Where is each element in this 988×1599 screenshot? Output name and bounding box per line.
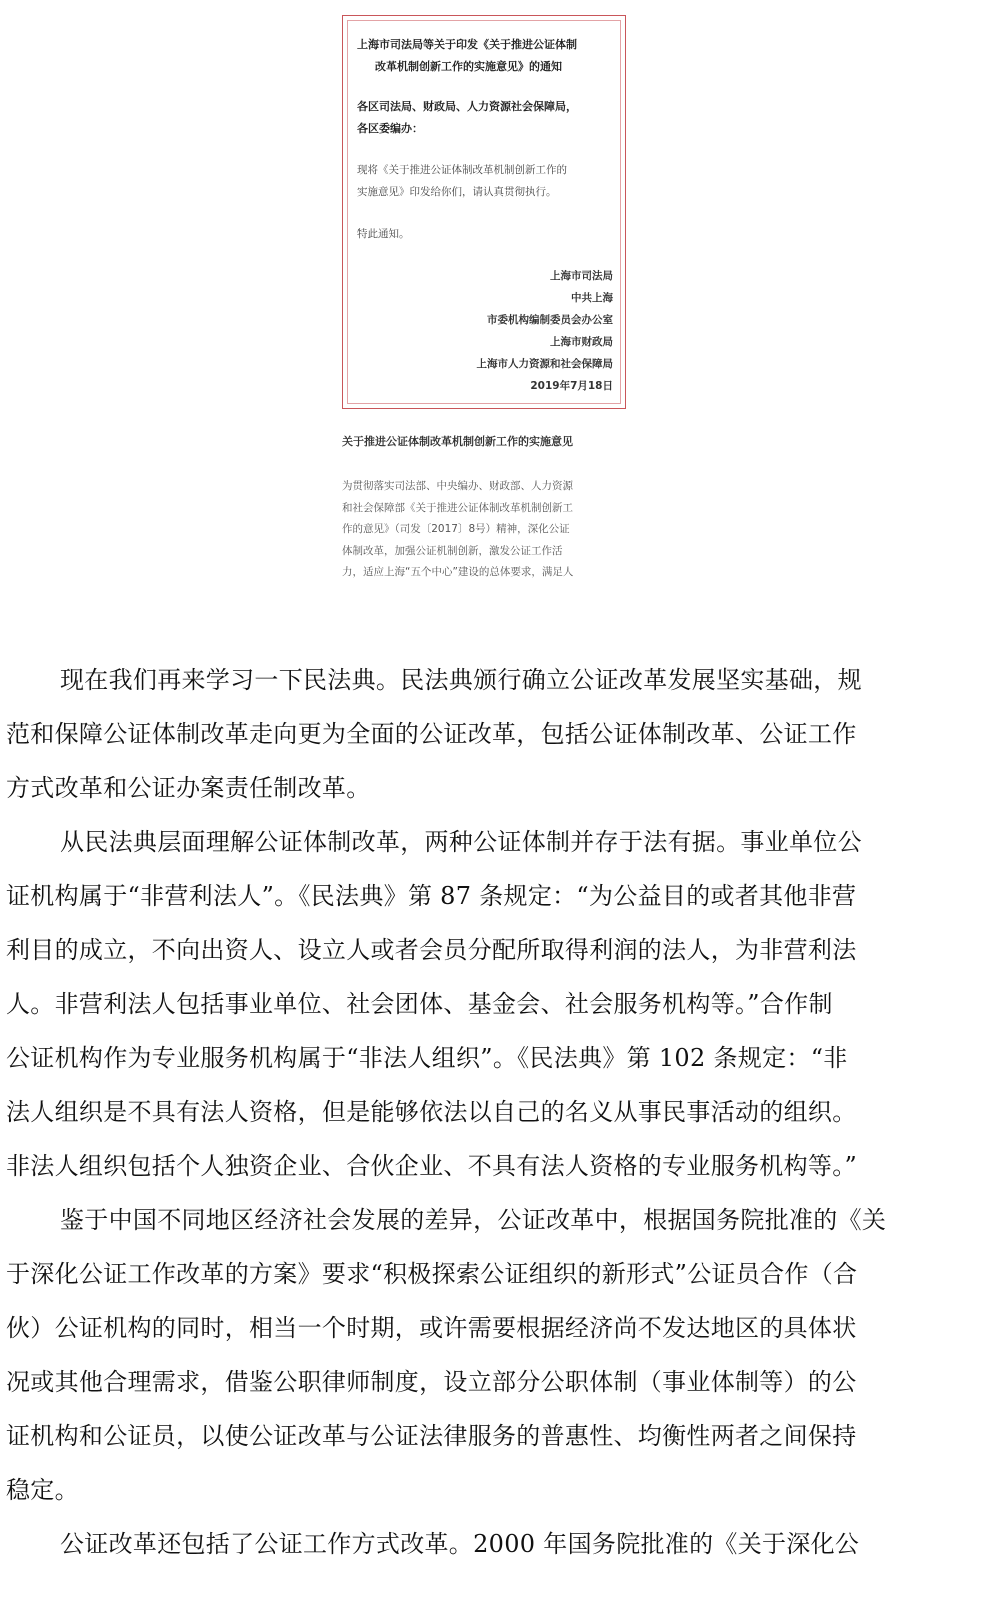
article-body <box>6 653 972 1571</box>
opinion-paragraph: 为贯彻落实司法部、中央编办、财政部、人力资源 和社会保障部《关于推进公证体制改革机制创新工 作的意见》（司发〔2017〕8号）精神，深化公证 体制改革，加强公证机制创新，激发公证工作活 力，适应上海“五个中心”建设的总体要求，满足人 <box>342 480 574 578</box>
notice-body: 现将《关于推进公证体制改革机制创新工作的 实施意见》印发给你们，请认真贯彻执行。 <box>357 164 567 198</box>
notice-signatures <box>413 265 613 397</box>
signature-line: 市委机构编制委员会办公室 <box>487 314 613 326</box>
signature-line: 上海市财政局 <box>550 336 613 348</box>
notice-date: 2019年7月18日 <box>530 380 613 392</box>
paragraph: 鉴于中国不同地区经济社会发展的差异，公证改革中，根据国务院批准的《关 于深化公证工作改革的方案》要求“积极探索公证组织的新形式”公证员合作（合 伙）公证机构的同时，相当一个时期，或许需要根据经济尚不发达地区的具体状 况或其他合理需求，借鉴公职律师制度，设立部分公职体制（事业体制等）的公 证机构和公证员，以使公证改革与公证法律服务的普惠性、均衡性两者之间保持 稳定。 <box>6 1206 887 1504</box>
notice-recipients: 各区司法局、财政局、人力资源社会保障局， 各区委编办： <box>357 100 577 135</box>
signature-line: 上海市人力资源和社会保障局 <box>476 358 613 370</box>
signature-line: 上海市司法局 <box>550 270 613 282</box>
opinion-heading: 关于推进公证体制改革机制创新工作的实施意见 <box>342 435 573 448</box>
notice-screenshot <box>336 8 636 593</box>
signature-line: 中共上海 <box>571 292 613 304</box>
paragraph: 从民法典层面理解公证体制改革，两种公证体制并存于法有据。事业单位公 证机构属于“非营利法人”。《民法典》第 87 条规定：“为公益目的或者其他非营 利目的成立，不向出资人、设立人或者会员分配所取得利润的法人，为非营利法 人。非营利法人包括事业单位、社会团体、基金会、社会服务机构等。”合作制 公证机构作为专业服务机构属于“非法人组织”。《民法典》第 102 条规定：“非 法人组织是不具有法人资格，但是能够依法以自己的名义从事民事活动的组织。 非法人组织包括个人独资企业、合伙企业、不具有法人资格的专业服务机构等。” <box>6 828 862 1180</box>
notice-title: 上海市司法局等关于印发《关于推进公证体制 改革机制创新工作的实施意见》的通知 <box>357 38 577 73</box>
paragraph: 现在我们再来学习一下民法典。民法典颁行确立公证改革发展坚实基础，规 范和保障公证体制改革走向更为全面的公证改革，包括公证体制改革、公证工作 方式改革和公证办案责任制改革。 <box>6 666 862 802</box>
paragraph: 公证改革还包括了公证工作方式改革。2000 年国务院批准的《关于深化公 <box>60 1530 860 1558</box>
notice-frame <box>342 15 626 409</box>
notice-closing: 特此通知。 <box>357 228 410 240</box>
